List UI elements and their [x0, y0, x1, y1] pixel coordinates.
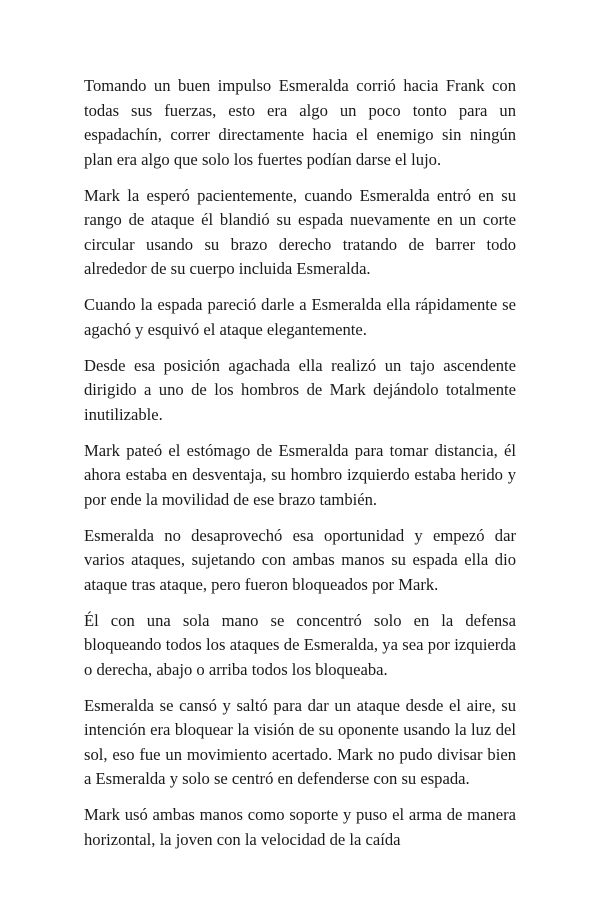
paragraph-1: Tomando un buen impulso Esmeralda corrió hacia Frank con todas sus fuerzas, esto era algo un poco tonto para un espadachín, correr directamente hacia el enemigo sin ningún plan era algo que solo los fuertes podían darse el lujo.: [84, 76, 516, 169]
paragraph-3: Cuando la espada pareció darle a Esmeralda ella rápidamente se agachó y esquivó el ataque elegantemente.: [84, 295, 516, 339]
paragraph-4: Desde esa posición agachada ella realizó un tajo ascendente dirigido a uno de los hombros de Mark dejándolo totalmente inutilizable.: [84, 355, 516, 424]
paragraph-7: Él con una sola mano se concentró solo en la defensa bloqueando todos los ataques de Esmeralda, ya sea por izquierda o derecha, abajo o arriba todos los bloqueaba.: [84, 610, 516, 679]
paragraph-8: Esmeralda se cansó y saltó para dar un ataque desde el aire, su intención era bloquear la visión de su oponente usando la luz del sol, eso fue un movimiento acertado. Mark no pudo divisar bien a Esmeralda y solo se centró en defenderse con su espada.: [84, 695, 516, 788]
paragraph-9: Mark usó ambas manos como soporte y puso el arma de manera horizontal, la joven con la velocidad de la caída: [84, 805, 516, 849]
page-text-body: [84, 74, 516, 852]
paragraph-5: Mark pateó el estómago de Esmeralda para tomar distancia, él ahora estaba en desventaja, su hombro izquierdo estaba herido y por ende la movilidad de ese brazo también.: [84, 440, 516, 509]
paragraph-6: Esmeralda no desaprovechó esa oportunidad y empezó dar varios ataques, sujetando con ambas manos su espada ella dio ataque tras ataque, pero fueron bloqueados por Mark.: [84, 525, 516, 594]
paragraph-2: Mark la esperó pacientemente, cuando Esmeralda entró en su rango de ataque él blandió su espada nuevamente en un corte circular usando su brazo derecho tratando de barrer todo alrededor de su cuerpo incluida Esmeralda.: [84, 185, 516, 278]
